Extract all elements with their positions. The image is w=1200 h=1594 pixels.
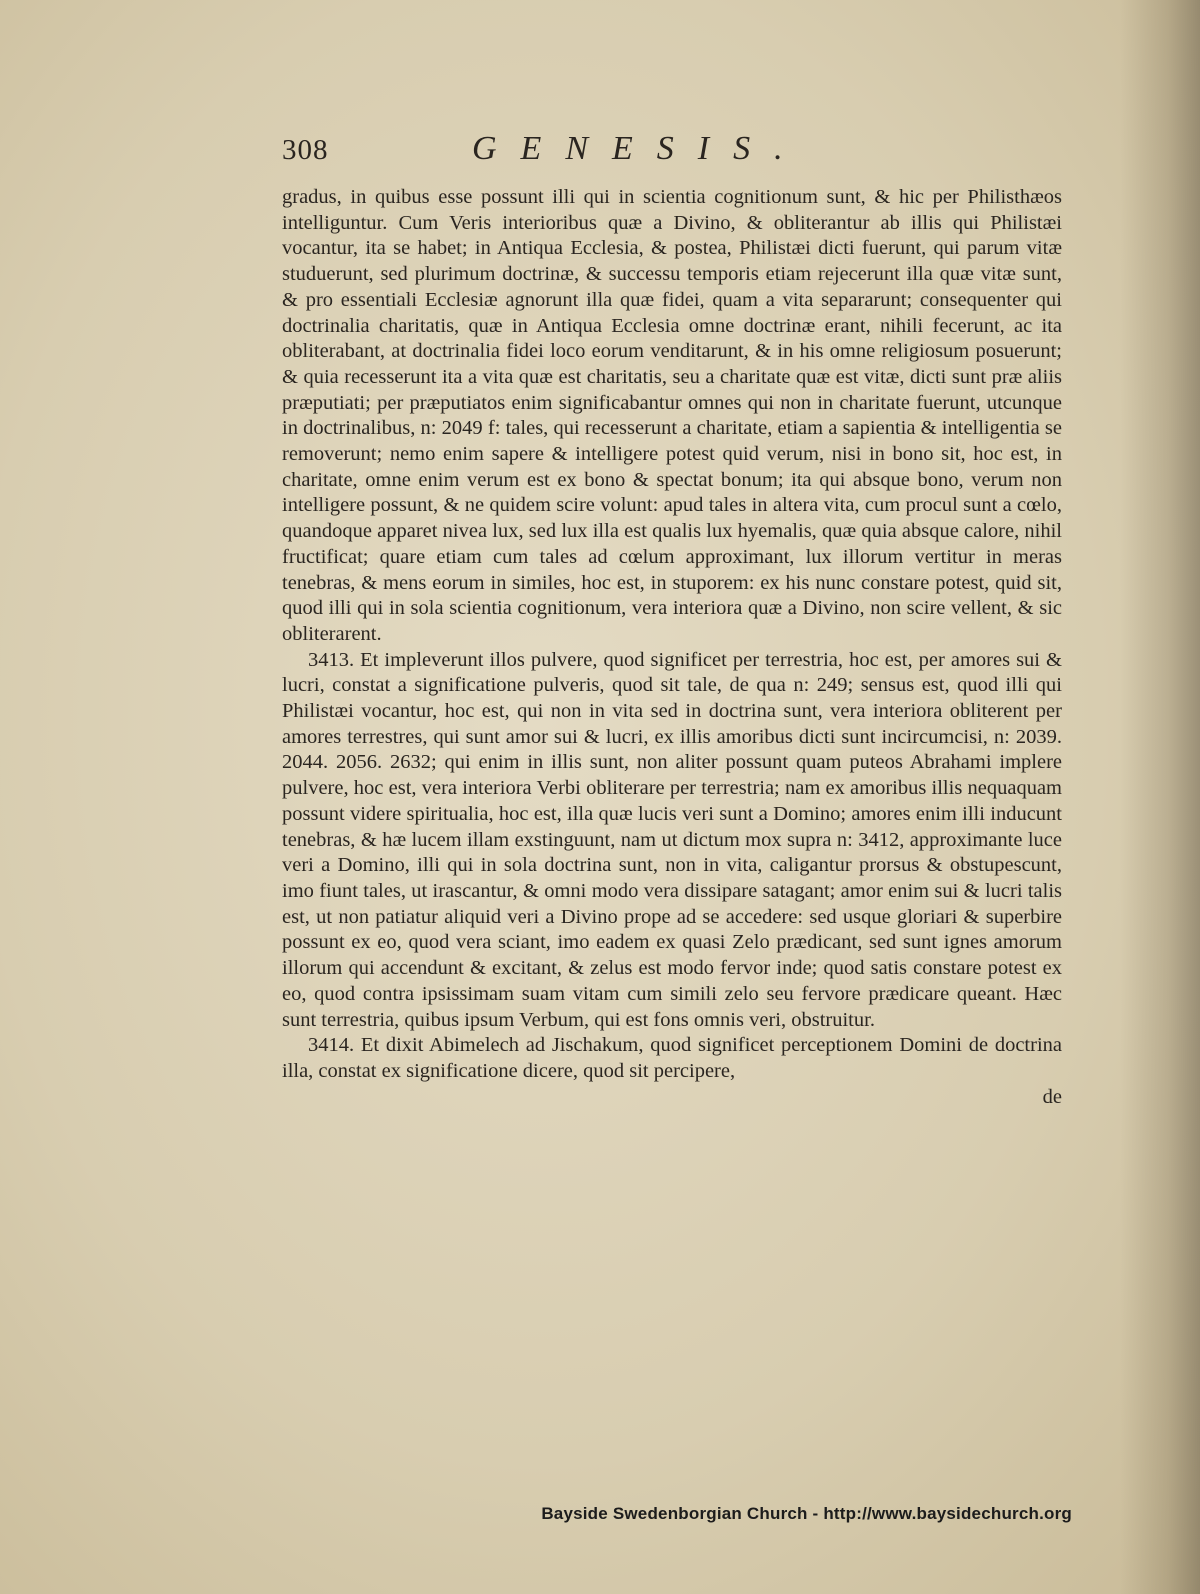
paragraph-3413: 3413. Et impleverunt illos pulvere, quod significet per terrestria, hoc est, per amores sui & lucri, constat a significatione pulveris, quod sit tale, de qua n: 249; sensus est, quod illi qui Philistæi vocantur, hoc est, qui non in vita sed in doctrina sunt, vera interiora obliterent per amores terrestres, qui sunt amor sui & lucri, ex illis amoribus dicti sunt incircumcisi, n: 2039. 2044. 2056. 2632; qui enim in illis sunt, non aliter possunt quam puteos Abrahami implere pulvere, hoc est, vera interiora Verbi obliterare per terrestria; nam ex amoribus illis nequaquam possunt videre spiritualia, hoc est, illa quæ lucis veri sunt a Domino; amores enim illi inducunt tenebras, & hæ lucem illam exstinguunt, nam ut dictum mox supra n: 3412, approximante luce veri a Domino, illi qui in sola doctrina sunt, non in vita, caligantur prorsus & obstupescunt, imo fiunt tales, ut irascantur, & omni modo vera dissipare satagant; amor enim sui & lucri talis est, ut non patiatur aliquid veri a Divino prope ad se accedere: sed usque gloriari & superbire possunt ex eo, quod vera sciant, imo eadem ex quasi Zelo prædicant, sed sunt ignes amorum illorum qui accendunt & excitant, & zelus est modo fervor inde; quod satis constare potest ex eo, quod contra ipsissimam suam vitam cum simili zelo seu fervore prædicare queant. Hæc sunt terrestria, quibus ipsum Verbum, qui est fons omnis veri, obstruitur. bbox=[282, 648, 1062, 1031]
catchword: de bbox=[1042, 1085, 1062, 1108]
body-text bbox=[282, 185, 1062, 1110]
watermark-credit: Bayside Swedenborgian Church - http://www.baysidechurch.org bbox=[541, 1504, 1072, 1523]
paragraph-3414: 3414. Et dixit Abimelech ad Jischakum, quod significet perceptionem Domini de doctrina illa, constat ex significatione dicere, quod sit percipere, bbox=[282, 1034, 1062, 1082]
gutter-shadow bbox=[1120, 0, 1200, 1594]
continuation-paragraph: gradus, in quibus esse possunt illi qui in scientia cognitionum sunt, & hic per Philisthæos intelliguntur. Cum Veris interioribus quæ a Divino, & obliterantur ab illis qui Philistæi vocantur, ita se habet; in Antiqua Ecclesia, & postea, Philistæi dicti fuerunt, qui parum vitæ studuerunt, sed plurimum doctrinæ, & successu temporis etiam rejecerunt illa quæ vitæ sunt, & pro essentiali Ecclesiæ agnorunt illa quæ fidei, quam a vita separarunt; consequenter qui doctrinalia charitatis, quæ in Antiqua Ecclesia omne doctrinæ erant, nihili fecerunt, ac ita obliterabant, at doctrinalia fidei loco eorum venditarunt, & in his omne religiosum posuerunt; & quia recesserunt ita a vita quæ est charitatis, seu a charitate quæ est vitæ, dicti sunt præ aliis præputiati; per præputiatos enim significabantur omnes qui non in charitate fuerunt, utcunque in doctrinalibus, n: 2049 f: tales, qui recesserunt a charitate, etiam a sapientia & intelligentia se removerunt; nemo enim sapere & intelligere potest quid verum, nisi in bono sit, hoc est, in charitate, omne enim verum est ex bono & spectat bonum; ita qui absque bono, verum non intelligere possunt, & ne quidem scire volunt: apud tales in altera vita, cum procul sunt a cœlo, quandoque apparet nivea lux, sed lux illa est qualis lux hyemalis, quæ quia absque calore, nihil fructificat; quare etiam cum tales ad cœlum approximant, lux illorum vertitur in meras tenebras, & mens eorum in similes, hoc est, in stuporem: ex his nunc constare potest, quid sit, quod illi qui in sola scientia cognitionum, vera interiora quæ a Divino, non scire vellent, & sic obliterarent. bbox=[282, 186, 1062, 645]
running-title: GENESIS. bbox=[472, 130, 807, 167]
page-number: 308 bbox=[282, 134, 329, 166]
page-header bbox=[282, 130, 1062, 180]
